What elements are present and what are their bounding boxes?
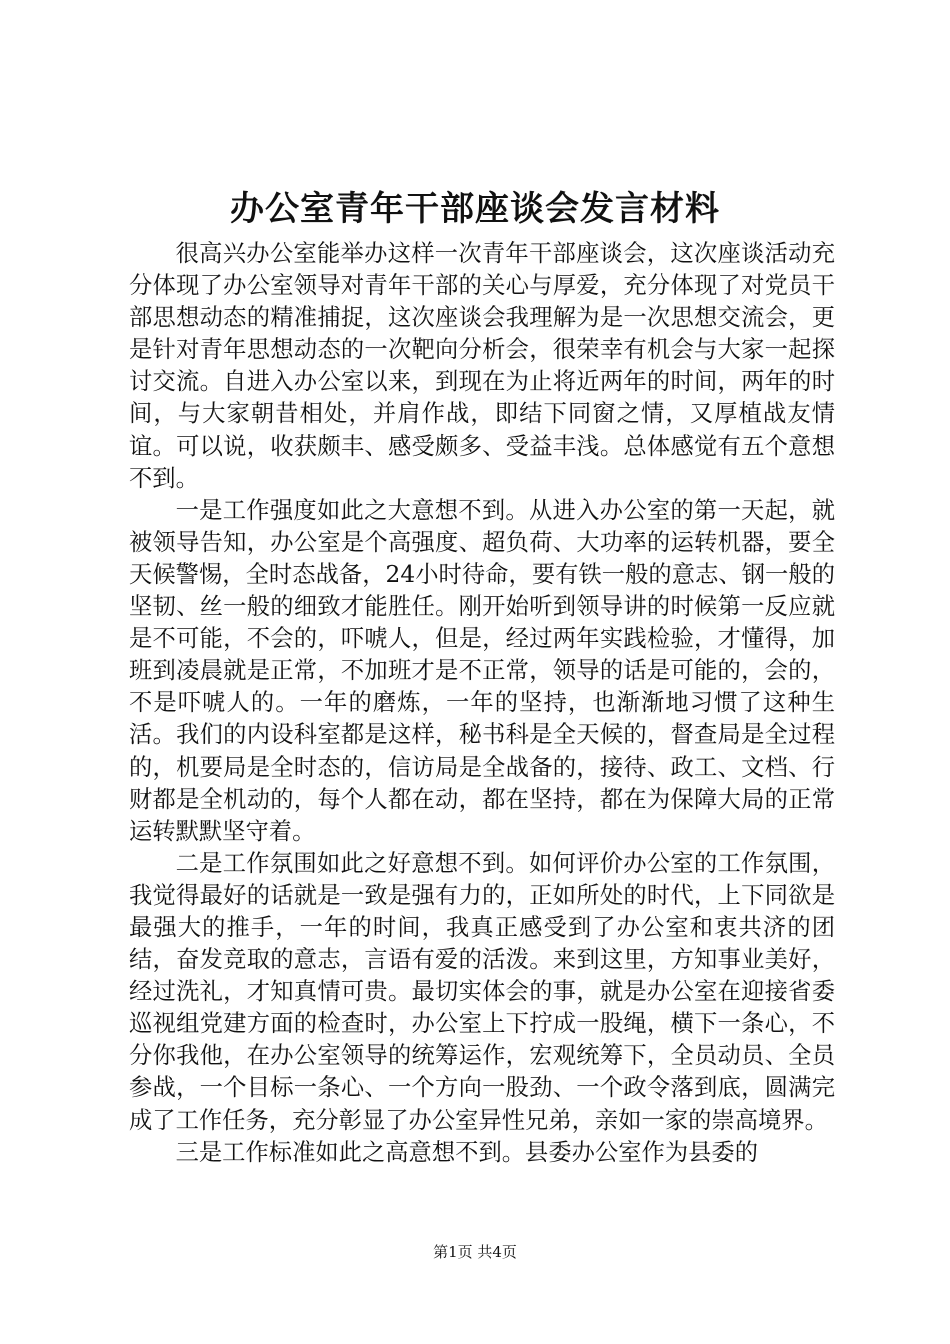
paragraph-point-one: 一是工作强度如此之大意想不到。从进入办公室的第一天起，就被领导告知，办公室是个高强度、超负荷、大功率的运转机器，要全天候警惕，全时态战备，24小时待命，要有铁一般的意志、钢一般的坚韧、丝一般的细致才能胜任。刚开始听到领导讲的时候第一反应就是不可能，不会的，吓唬人，但是，经过两年实践检验，才懂得，加班到凌晨就是正常，不加班才是不正常，领导的话是可能的，会的，不是吓唬人的。一年的磨炼，一年的坚持，也渐渐地习惯了这种生活。我们的内设科室都是这样，秘书科是全天候的，督查局是全过程的，机要局是全时态的，信访局是全战备的，接待、政工、文档、行财都是全机动的，每个人都在动，都在坚持，都在为保障大局的正常运转默默坚守着。 <box>129 496 835 845</box>
document-title: 办公室青年干部座谈会发言材料 <box>230 189 720 229</box>
paragraph-point-three: 三是工作标准如此之高意想不到。县委办公室作为县委的 <box>175 1138 759 1166</box>
paragraph-intro: 很高兴办公室能举办这样一次青年干部座谈会，这次座谈活动充分体现了办公室领导对青年干部的关心与厚爱，充分体现了对党员干部思想动态的精准捕捉，这次座谈会我理解为是一次思想交流会，更是针对青年思想动态的一次靶向分析会，很荣幸有机会与大家一起探讨交流。自进入办公室以来，到现在为止将近两年的时间，两年的时间，与大家朝昔相处，并肩作战，即结下同窗之情，又厚植战友情谊。可以说，收获颇丰、感受颇多、受益丰浅。总体感觉有五个意想不到。 <box>129 240 835 492</box>
page-number-footer: 第1页 共4页 <box>433 1243 517 1261</box>
paragraph-point-two: 二是工作氛围如此之好意想不到。如何评价办公室的工作氛围，我觉得最好的话就是一致是强有力的，正如所处的时代，上下同欲是最强大的推手，一年的时间，我真正感受到了办公室和衷共济的团结，奋发竞取的意志，言语有爱的活泼。来到这里，方知事业美好，经过洗礼，才知真情可贵。最切实体会的事，就是办公室在迎接省委巡视组党建方面的检查时，办公室上下拧成一股绳，横下一条心，不分你我他，在办公室领导的统筹运作，宏观统筹下，全员动员、全员参战，一个目标一条心、一个方向一股劲、一个政令落到底，圆满完成了工作任务，充分彰显了办公室异性兄弟，亲如一家的崇高境界。 <box>129 849 835 1134</box>
document-body <box>129 238 835 1169</box>
